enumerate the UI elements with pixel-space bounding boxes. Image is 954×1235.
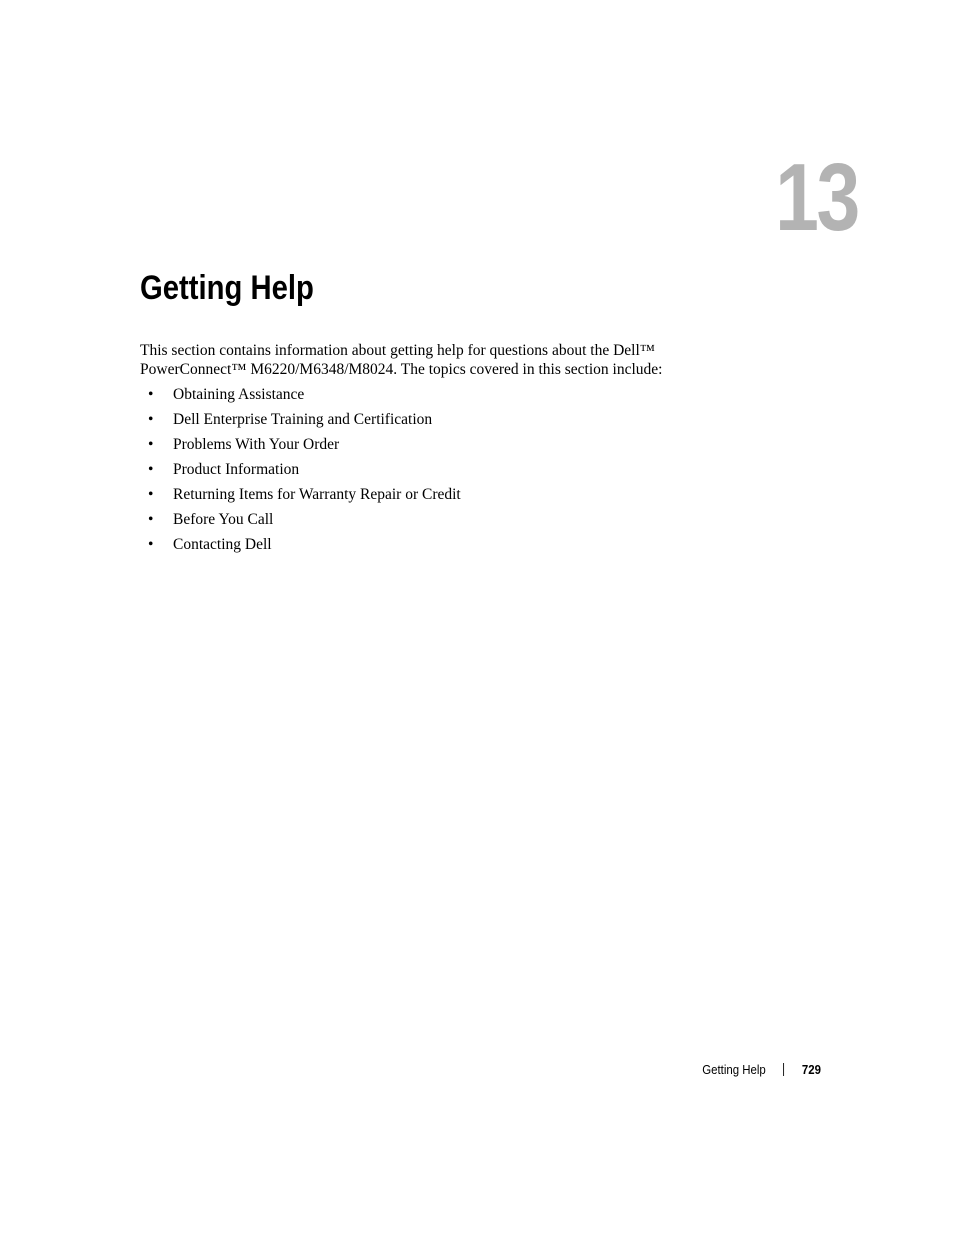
topic-label: Product Information (173, 461, 300, 478)
footer-section-title: Getting Help (702, 1062, 766, 1077)
list-item (140, 435, 461, 460)
chapter-number: 13 (775, 144, 858, 251)
page-number: 729 (801, 1062, 821, 1077)
topic-label: Returning Items for Warranty Repair or Credit (173, 486, 461, 503)
intro-line-2: PowerConnect™ M6220/M6348/M8024. The topics covered in this section include: (140, 361, 663, 378)
topic-list (140, 385, 461, 560)
bullet-icon: • (148, 386, 154, 403)
bullet-icon: • (148, 461, 154, 478)
topic-label: Problems With Your Order (173, 436, 340, 453)
topic-label: Obtaining Assistance (173, 386, 305, 403)
intro-line-1: This section contains information about getting help for questions about the Dell™ (140, 342, 655, 359)
intro-paragraph (140, 341, 700, 379)
bullet-icon: • (148, 536, 154, 553)
bullet-icon: • (148, 411, 154, 428)
page-title: Getting Help (140, 269, 314, 307)
bullet-icon: • (148, 436, 154, 453)
page-footer (702, 1061, 821, 1079)
topic-label: Before You Call (173, 511, 274, 528)
bullet-icon: • (148, 511, 154, 528)
list-item (140, 385, 461, 410)
list-item (140, 485, 461, 510)
bullet-icon: • (148, 486, 154, 503)
list-item (140, 510, 461, 535)
list-item (140, 535, 461, 560)
topic-label: Contacting Dell (173, 536, 272, 553)
footer-divider (783, 1063, 784, 1076)
list-item (140, 410, 461, 435)
topic-label: Dell Enterprise Training and Certification (173, 411, 433, 428)
list-item (140, 460, 461, 485)
